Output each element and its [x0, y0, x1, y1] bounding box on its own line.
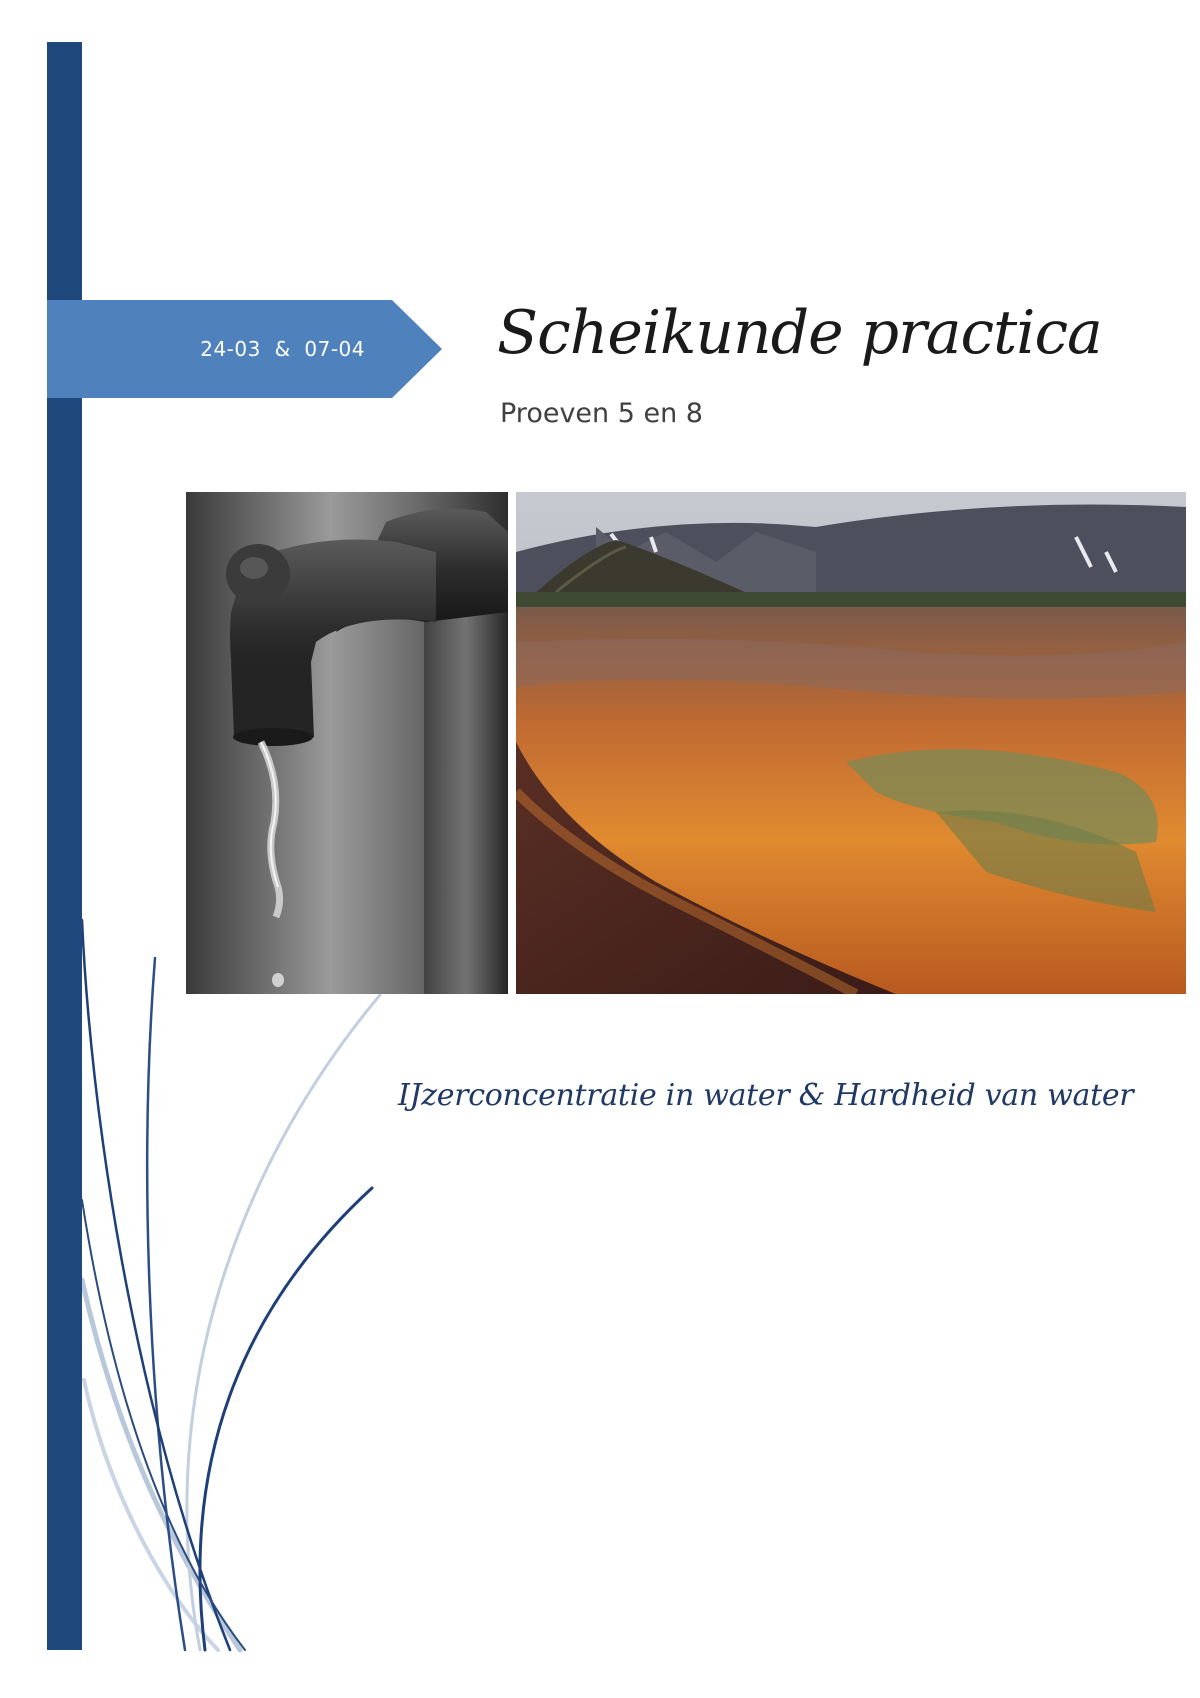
report-topic-heading: IJzerconcentratie in water & Hardheid van water — [398, 1078, 1134, 1113]
iron-lake-photo — [516, 492, 1186, 994]
document-subtitle: Proeven 5 en 8 — [500, 398, 703, 429]
dripping-tap-photo — [186, 492, 508, 994]
document-title: Scheikunde practica — [497, 298, 1102, 368]
sidebar-accent-bar — [47, 42, 82, 1650]
date-banner — [47, 300, 442, 398]
date-label: 24-03 & 07-04 — [200, 337, 365, 361]
